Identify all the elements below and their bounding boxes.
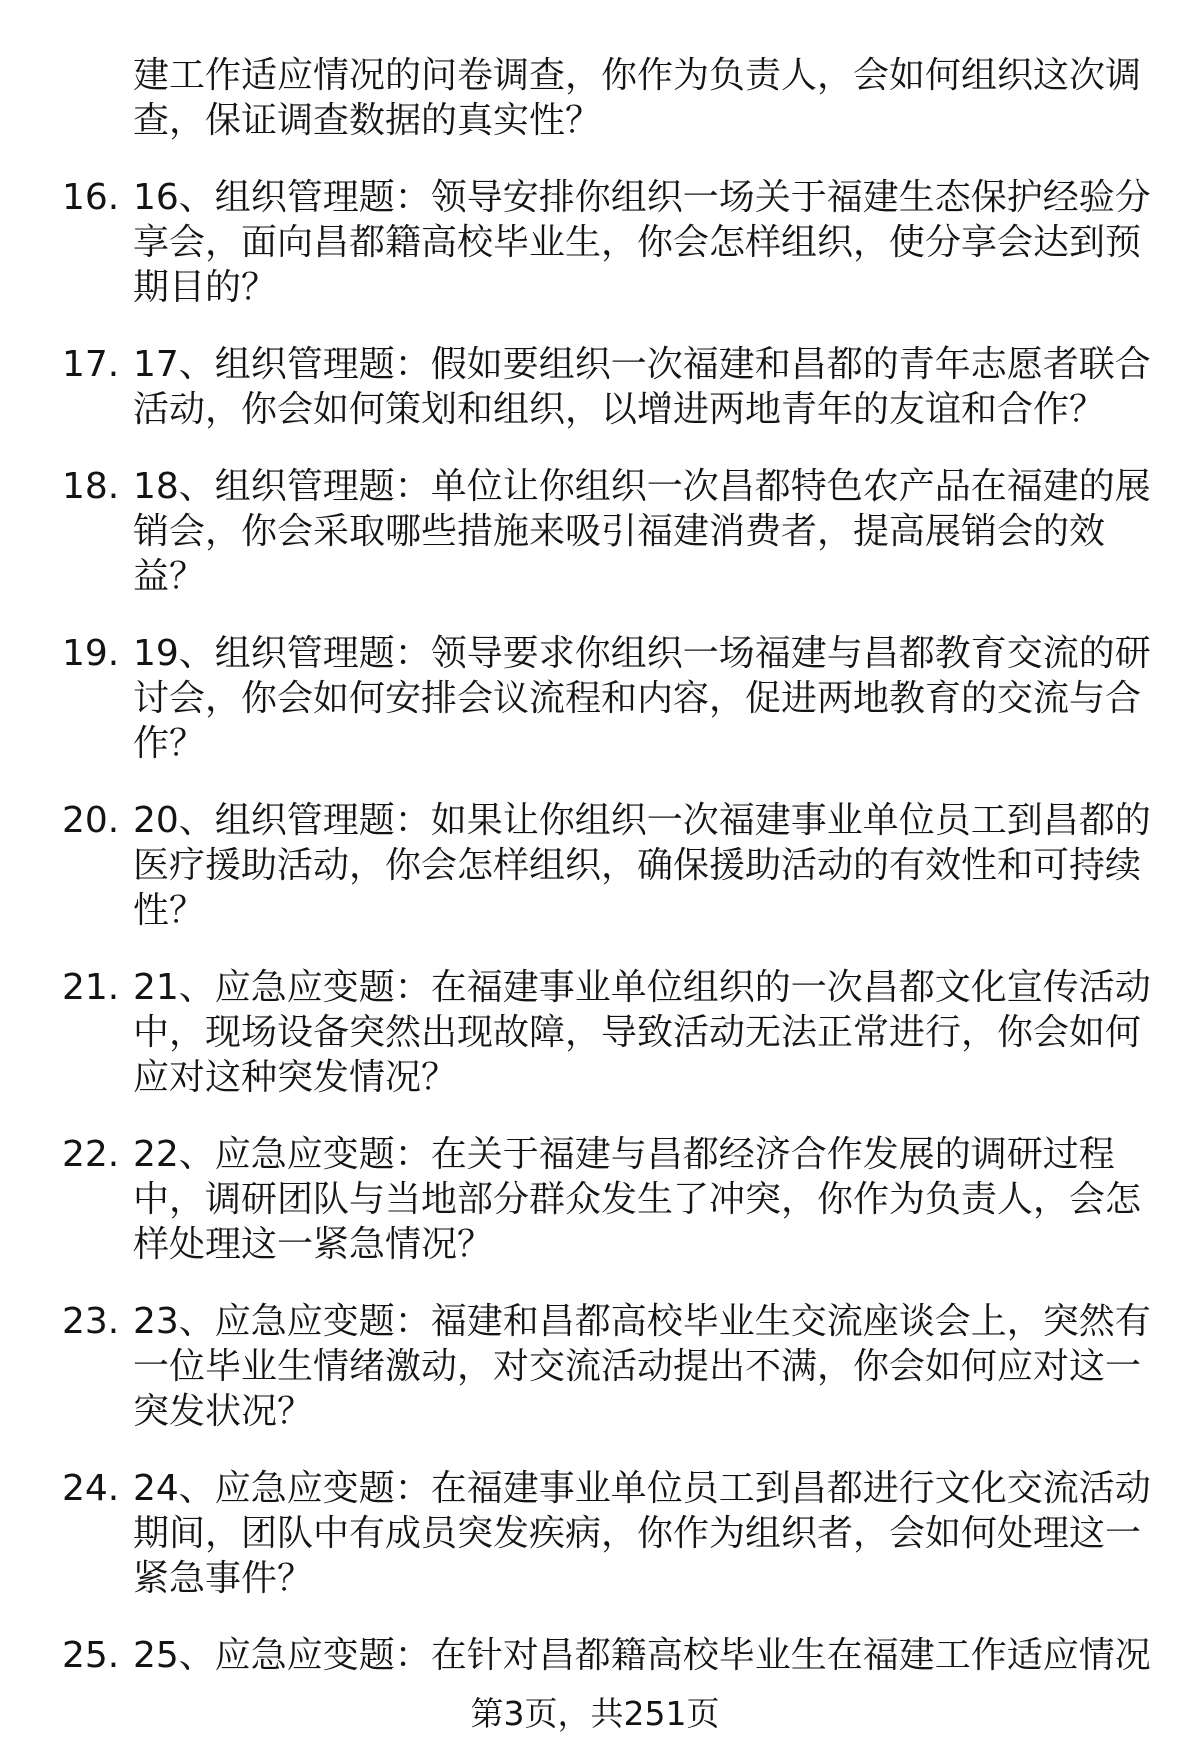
list-item-number: 22.	[62, 1134, 120, 1175]
text-line: 应对这种突发情况？	[133, 1057, 458, 1098]
text-line: 紧急事件？	[133, 1558, 314, 1599]
text-line: 讨会，你会如何安排会议流程和内容，促进两地教育的交流与合	[133, 678, 1142, 719]
text-line: 16、组织管理题：领导安排你组织一场关于福建生态保护经验分	[133, 177, 1151, 218]
list-item	[0, 1132, 1190, 1267]
text-line: 销会，你会采取哪些措施来吸引福建消费者，提高展销会的效	[133, 511, 1106, 552]
list-item	[0, 1299, 1190, 1434]
text-line: 查，保证调查数据的真实性？	[133, 100, 602, 141]
text-line: 享会，面向昌都籍高校毕业生，你会怎样组织，使分享会达到预	[133, 222, 1142, 263]
text-line: 19、组织管理题：领导要求你组织一场福建与昌都教育交流的研	[133, 633, 1151, 674]
text-line: 20、组织管理题：如果让你组织一次福建事业单位员工到昌都的	[133, 800, 1151, 841]
list-item	[0, 1466, 1190, 1601]
list-item	[0, 965, 1190, 1100]
list-item-text	[133, 342, 1173, 432]
text-line: 中，调研团队与当地部分群众发生了冲突，你作为负责人，会怎	[133, 1179, 1142, 1220]
text-line: 22、应急应变题：在关于福建与昌都经济合作发展的调研过程	[133, 1134, 1115, 1175]
list-item-text	[133, 965, 1173, 1100]
list-item	[0, 631, 1190, 766]
list-item	[0, 342, 1190, 432]
text-line: 25、应急应变题：在针对昌都籍高校毕业生在福建工作适应情况	[133, 1635, 1151, 1676]
text-line: 活动，你会如何策划和组织，以增进两地青年的友谊和合作？	[133, 389, 1106, 430]
list-item	[0, 798, 1190, 933]
text-line: 24、应急应变题：在福建事业单位员工到昌都进行文化交流活动	[133, 1468, 1151, 1509]
list-item	[0, 175, 1190, 310]
page-footer: 第3页，共251页	[470, 1694, 720, 1733]
text-line: 益？	[133, 556, 206, 597]
text-line: 性？	[133, 890, 206, 931]
text-line: 中，现场设备突然出现故障，导致活动无法正常进行，你会如何	[133, 1012, 1142, 1053]
list-item-continuation	[0, 53, 1190, 143]
text-line: 医疗援助活动，你会怎样组织，确保援助活动的有效性和可持续	[133, 845, 1142, 886]
list-item-text	[133, 1466, 1173, 1601]
list-item-number: 18.	[62, 466, 120, 507]
list-item-number: 25.	[62, 1635, 120, 1676]
list-item-number: 24.	[62, 1468, 120, 1509]
list-item	[0, 1633, 1190, 1678]
list-item-number: 23.	[62, 1301, 120, 1342]
list-item-number: 21.	[62, 967, 120, 1008]
list-item-text	[133, 1299, 1173, 1434]
text-line: 作？	[133, 723, 206, 764]
list-item-text	[133, 175, 1173, 310]
text-line: 突发状况？	[133, 1391, 314, 1432]
list-item-text	[133, 631, 1173, 766]
text-line: 样处理这一紧急情况？	[133, 1224, 494, 1265]
list-item-text	[133, 53, 1173, 143]
list-item-text	[133, 1132, 1173, 1267]
text-line: 17、组织管理题：假如要组织一次福建和昌都的青年志愿者联合	[133, 344, 1151, 385]
text-line: 期目的？	[133, 267, 278, 308]
text-line: 建工作适应情况的问卷调查，你作为负责人，会如何组织这次调	[133, 55, 1142, 96]
list-item-text	[133, 798, 1173, 933]
list-item-number: 17.	[62, 344, 120, 385]
list-item-number: 16.	[62, 177, 120, 218]
text-line: 18、组织管理题：单位让你组织一次昌都特色农产品在福建的展	[133, 466, 1151, 507]
list-item-text	[133, 464, 1173, 599]
text-line: 23、应急应变题：福建和昌都高校毕业生交流座谈会上，突然有	[133, 1301, 1151, 1342]
list-item-text	[133, 1633, 1173, 1678]
list-item-number: 19.	[62, 633, 120, 674]
list-item-number	[62, 53, 133, 98]
list-item-number: 20.	[62, 800, 120, 841]
question-list	[0, 53, 1190, 1710]
text-line: 期间，团队中有成员突发疾病，你作为组织者，会如何处理这一	[133, 1513, 1142, 1554]
list-item	[0, 464, 1190, 599]
text-line: 一位毕业生情绪激动，对交流活动提出不满，你会如何应对这一	[133, 1346, 1142, 1387]
text-line: 21、应急应变题：在福建事业单位组织的一次昌都文化宣传活动	[133, 967, 1151, 1008]
